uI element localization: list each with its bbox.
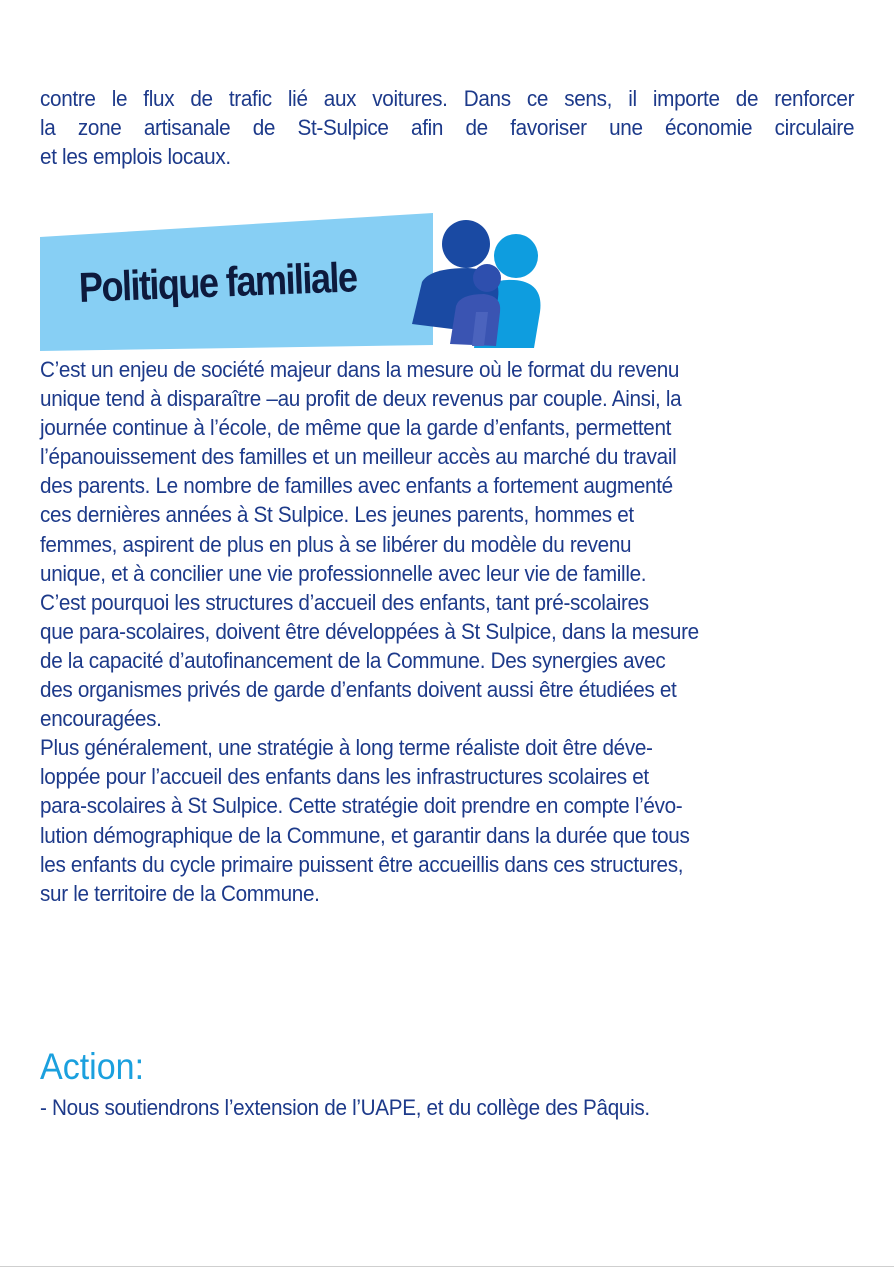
text-line: contre le flux de trafic lié aux voitures. Dans ce sens, il importe de renforcer: [40, 86, 855, 111]
text-line: femmes, aspirent de plus en plus à se libérer du modèle du revenu: [40, 531, 632, 557]
page-bottom-rule: [0, 1266, 894, 1267]
text-line: journée continue à l’école, de même que la garde d’enfants, permettent: [40, 415, 672, 441]
action-heading: Action:: [40, 1046, 145, 1087]
text-line: sur le territoire de la Commune.: [40, 880, 320, 906]
text-line: que para-scolaires, doivent être développées à St Sulpice, dans la mesure: [40, 618, 699, 644]
text-line: C’est un enjeu de société majeur dans la mesure où le format du revenu: [40, 357, 680, 382]
text-line: des organismes privés de garde d’enfants doivent aussi être étudiées et: [40, 677, 677, 703]
section-title: Politique familiale: [78, 253, 358, 311]
text-line: para-scolaires à St Sulpice. Cette stratégie doit prendre en compte l’évo-: [40, 793, 683, 819]
action-item: - Nous soutiendrons l’extension de l’UAPE, et du collège des Pâquis.: [40, 1095, 650, 1120]
text-line: les enfants du cycle primaire puissent être accueillis dans ces structures,: [40, 851, 684, 877]
text-line: des parents. Le nombre de familles avec enfants a fortement augmenté: [40, 473, 673, 499]
text-line: C’est pourquoi les structures d’accueil des enfants, tant pré-scolaires: [40, 589, 649, 615]
text-line: Plus généralement, une stratégie à long terme réaliste doit être déve-: [40, 735, 653, 761]
text-line: unique, et à concilier une vie professionnelle avec leur vie de famille.: [40, 560, 647, 586]
section-body: [40, 355, 868, 908]
text-line: l’épanouissement des familles et un meilleur accès au marché du travail: [40, 444, 677, 470]
text-line: loppée pour l’accueil des enfants dans les infrastructures scolaires et: [40, 764, 649, 790]
text-line: lution démographique de la Commune, et garantir dans la durée que tous: [40, 822, 690, 848]
action-list: [40, 1093, 868, 1122]
text-line: et les emplois locaux.: [40, 144, 231, 170]
family-icon: [410, 212, 545, 352]
text-line: la zone artisanale de St-Sulpice afin de favoriser une économie circulaire: [40, 115, 855, 141]
text-line: unique tend à disparaître –au profit de deux revenus par couple. Ainsi, la: [40, 386, 682, 412]
text-line: encouragées.: [40, 706, 162, 732]
text-line: de la capacité d’autofinancement de la Commune. Des synergies avec: [40, 647, 666, 673]
text-line: ces dernières années à St Sulpice. Les jeunes parents, hommes et: [40, 502, 634, 528]
